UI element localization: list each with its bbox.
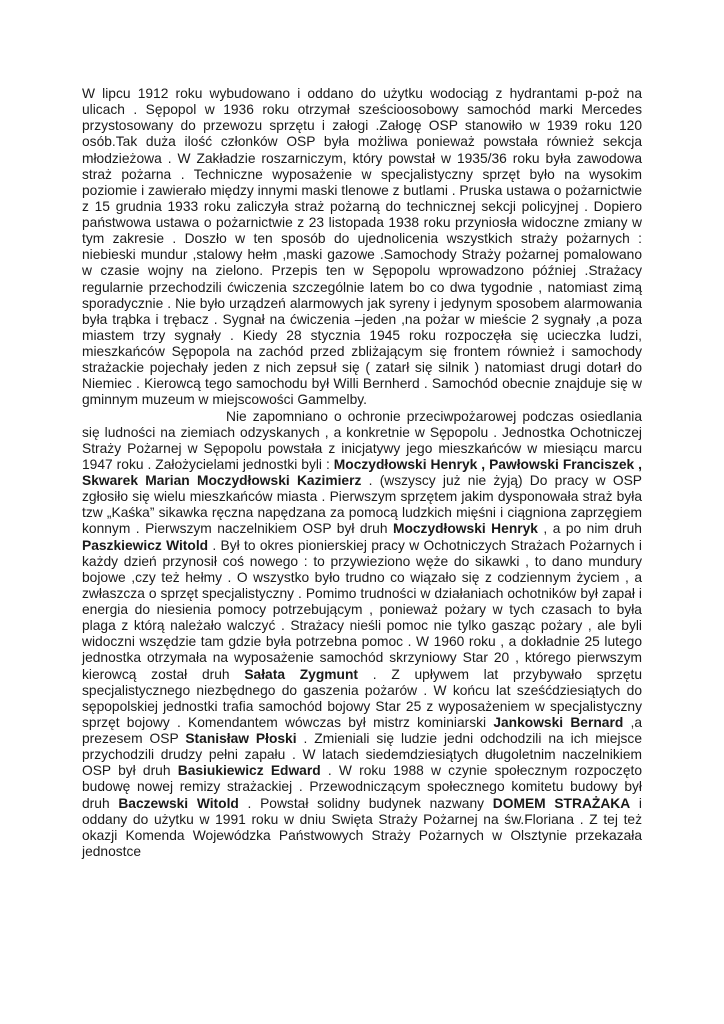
- text-run: , a po nim druh: [537, 521, 642, 537]
- text-run: i oddany do użytku w 1991 roku w dniu Swięta Straży Pożarnej na św.Floriana . Z tej też okazji Komenda Wojewódzka Państwowych Straży Pożarnych w Olsztynie przekazała jednostce: [82, 795, 643, 859]
- bold-name-run: Basiukiewicz Edward: [177, 763, 321, 779]
- bold-name-run: Jankowski Bernard: [493, 714, 624, 730]
- bold-name-run: Stanisław Płoski: [185, 731, 297, 746]
- text-run: W lipcu 1912 roku wybudowano i oddano do użytku wodociąg z hydrantami p-poż na ulicach . Sępopol w 1936 roku otrzymał sześcioosobowy samochód marki Mercedes przystosowany do przewozu sprzętu i załogi .Załogę OSP stanowiło w 1939 roku 120 osób.Tak duża ilość członków OSP była możliwa ponieważ powstała również sekcja młodzieżowa . W Zakładzie roszarniczym, który powstał w 1935/36 roku była zawodowa straż pożarna . Techniczne wyposażenie w specjalistyczny sprzęt było na wysokim poziomie i zawierało między innymi maski tlenowe z butlami . Pruska ustawa o pożarnictwie z 15 grudnia 1933 roku zaliczyła straż pożarną do technicznej sekcji policyjnej . Dopiero państwowa ustawa o pożarnictwie z 23 listopada 1938 roku przyniosła widoczne zmiany w tym zakresie . Doszło w ten sposób do ujednolicenia wszystkich straży pożarnych : niebieski mundur ,stalowy hełm ,maski gazowe .Samochody Straży pożarnej pomalowano w czasie wojny na zielono. Przepis ten w Sępopolu wprowadzono później .Strażacy regularnie przechodzili ćwiczenia szczególnie latem bo co dwa tygodnie , natomiast zimą sporadycznie . Nie było urządzeń alarmowych jak syreny i jedynym sposobem alarmowania była trąbka i trębacz . Sygnał na ćwiczenia –jeden ,na pożar w mieście 2 sygnały ,a poza miastem trzy sygnały . Kiedy 28 stycznia 1945 roku rozpoczęła się ucieczka ludzi, mieszkańców Sępopola na zachód przed zbliżającym się frontem również i samochody strażackie pojechały jeden z nich zepsuł się ( zatarł się silnik ) natomiast drugi dotarł do Niemiec . Kierowcą tego samochodu był Willi Bernherd . Samochód obecnie znajduje się w gminnym muzeum w miejscowości Gammelby.: [82, 86, 642, 408]
- paragraph: [82, 409, 642, 861]
- text-run: . Zmieniali się ludzie jedni odchodzili na ich miejsce przychodzili drudzy pełni zapału . W latach siedemdziesiątych długoletnim naczelnikiem OSP był druh: [82, 731, 642, 779]
- text-run: . Z upływem lat przybywało sprzętu specjalistycznego niezbędnego do gaszenia pożarów . W końcu lat sześćdziesiątych do sępopolskiej jednostki trafia samochód bojowy Star 25 z wyposażeniem w specjalistyczny sprzęt bojowy . Komendantem wówczas był mistrz kominiarski: [82, 666, 643, 730]
- paragraph: [82, 86, 642, 409]
- bold-name-run: DOMEM STRAŻAKA: [492, 795, 631, 811]
- document-body: [82, 86, 642, 860]
- text-run: . (wszyscy już nie żyją) Do pracy w OSP zgłosiło się wielu mieszkańców miasta . Pierwszym sprzętem jakim dysponowała straż była tzw „Kaśka” sikawka ręczna napędzana za pomocą ludzkich mięśni i ciągniona zaprzęgiem konnym . Pierwszym naczelnikiem OSP był druh: [82, 473, 643, 537]
- text-run: Nie zapomniano o ochronie przeciwpożarowej podczas osiedlania się ludności na ziemiach odzyskanych , a konkretnie w Sępopolu . Jednostka Ochotniczej Straży Pożarnej w Sępopolu powstała z inicjatywy jego mieszkańców w miesiącu marcu 1947 roku . Założycielami jednostki byli :: [82, 408, 642, 472]
- text-run: . Powstał solidny budynek nazwany: [238, 795, 493, 811]
- bold-name-run: Paszkiewicz Witold: [82, 537, 209, 553]
- text-run: ,a prezesem OSP: [82, 714, 642, 746]
- text-run: . W roku 1988 w czynie społecznym rozpoczęto budowę nowej remizy strażackiej . Przewodniczącym społecznego komitetu budowy był druh: [82, 763, 642, 811]
- text-run: . Był to okres pionierskiej pracy w Ochotniczych Strażach Pożarnych i każdy dzień przynosił coś nowego : to przywieziono węże do sikawki , to dano mundury bojowe ,czy też hełmy . O wszystko było trudno co wiązało się z codziennym życiem , a zwłaszcza o sprzęt specjalistyczny . Pomimo trudności w działaniach ochotników był zapał i energia do niesienia pomocy potrzebującym , ponieważ pożary w tych czasach to była plaga z którą należało walczyć . Strażacy nieśli pomoc nie tylko gasząc pożary , ale byli widoczni wszędzie tam gdzie była potrzebna pomoc . W 1960 roku , a dokładnie 25 lutego jednostka otrzymała na wyposażenie samochód skrzyniowy Star 20 , którego pierwszym kierowcą został druh: [82, 537, 642, 682]
- bold-name-run: Moczydłowski Henryk , Pawłowski Franciszek , Skwarek Marian Moczydłowski Kazimierz: [82, 456, 642, 488]
- bold-name-run: Baczewski Witold: [118, 795, 239, 811]
- bold-name-run: Moczydłowski Henryk: [392, 521, 538, 537]
- bold-name-run: Sałata Zygmunt: [244, 666, 358, 682]
